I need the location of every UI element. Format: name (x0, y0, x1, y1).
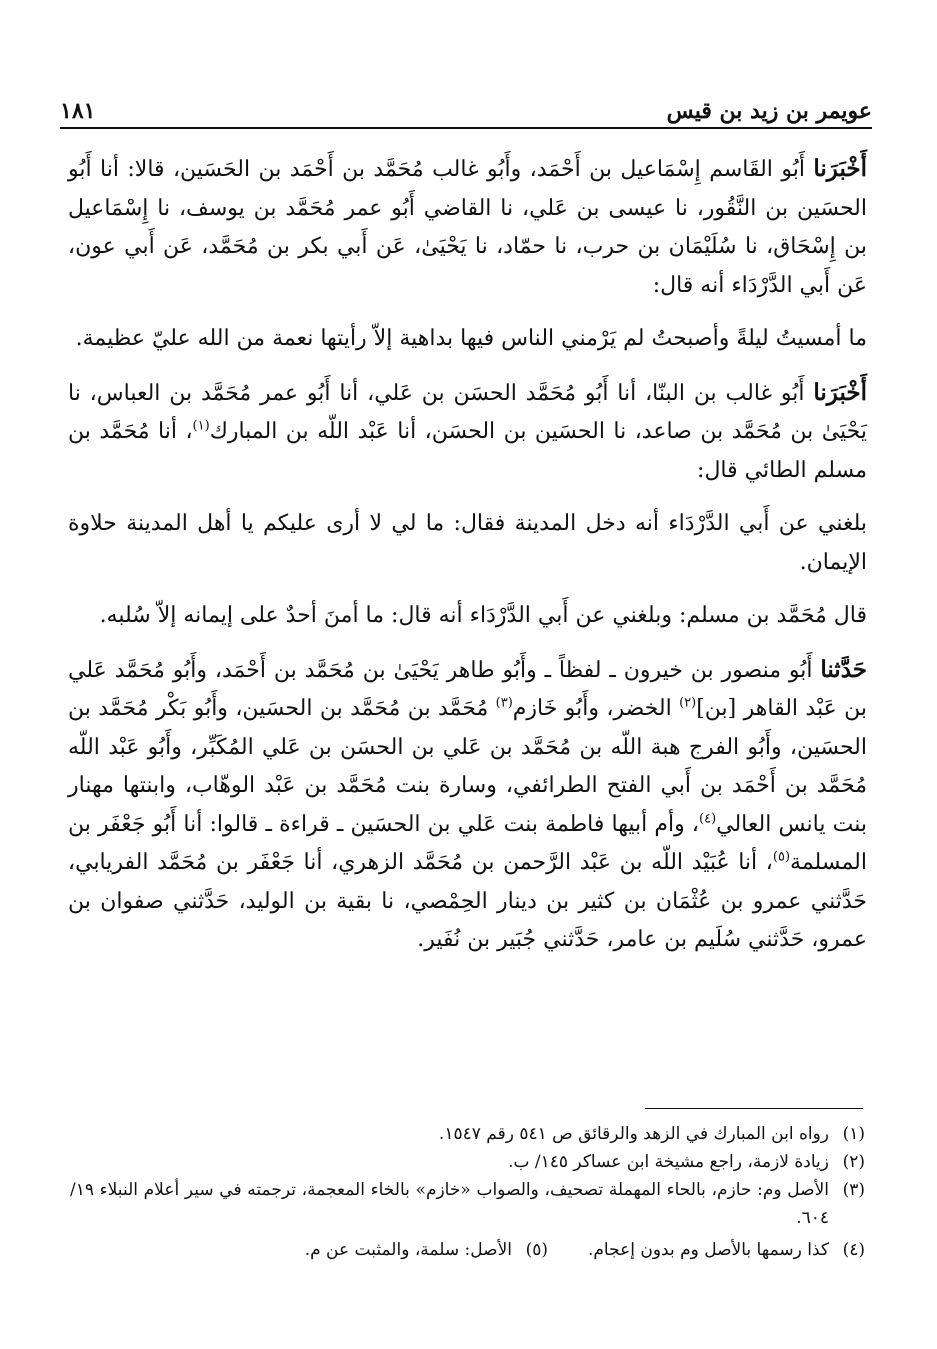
paragraph-text: ما أمسيتُ ليلةً وأصبحتُ لم يَرْمني الناس فيها بداهية إلاّ رأيتها نعمة من الله عليّ عظيمة. (75, 326, 867, 351)
footnote-number: (٢) (842, 1152, 865, 1172)
footnote-item (588, 1236, 865, 1264)
page-header (60, 86, 872, 124)
footnote-ref[interactable]: (٢) (679, 695, 697, 711)
narration-lead: حَدَّثنا (820, 655, 867, 683)
paragraph-2 (68, 320, 867, 359)
footnote-ref[interactable]: (٣) (495, 695, 513, 711)
footnote-text: زيادة لازمة، راجع مشيخة ابن عساكر ١٤٥/ ب. (508, 1152, 829, 1172)
narration-lead: أَخْبَرَنا (813, 378, 867, 406)
footnote-item (305, 1236, 548, 1264)
running-title: عويمر بن زيد بن قيس (666, 98, 872, 124)
footnote-item (70, 1120, 865, 1148)
paragraph-text: أَبُو منصور بن خيرون ـ لفظاً ـ وأَبُو طاهر يَحْيَىٰ بن مُحَمَّد بن أَحْمَد، وأَبُو مُحَمَّد عَلي بن عَبْد القاهر [بن] (68, 657, 867, 721)
footnote-number: (٤) (842, 1240, 865, 1260)
footnote-ref[interactable]: (٥) (772, 849, 791, 865)
footnote-text: الأصل: سلمة، والمثبت عن م. (304, 1240, 512, 1260)
main-text (68, 150, 867, 975)
paragraph-text: قال مُحَمَّد بن مسلم: وبلغني عن أَبي الدَّرْدَاء أنه قال: ما أمنَ أحدٌ على إيمانه إلاّ سُلبه. (99, 603, 867, 628)
paragraph-text: مُحَمَّد بن مُحَمَّد بن الحسَين، وأَبُو بَكْر مُحَمَّد بن الحسَين، وأَبُو الفرج هبة اللّه بن مُحَمَّد بن عَلي بن الحسَن بن عَلي المُكَبِّر، وأَبُو عَبْد اللّه مُحَمَّد بن أَحْمَد بن أَبي الفتح الطرائفي، وسارة بنت مُحَمَّد بن عَبْد الوهّاب، وابنتها مهنار بنت يانس العالي (68, 696, 867, 837)
footnote-number: (١) (842, 1124, 865, 1144)
paragraph-text: أَبُو غالب بن البنّا، أنا أَبُو مُحَمَّد الحسَن بن عَلي، أنا أَبُو عمر مُحَمَّد بن العباس، نا يَحْيَىٰ بن مُحَمَّد بن صاعد، نا الحسَين بن الحسَن، أنا عَبْد اللّه بن المبارك (68, 380, 867, 444)
paragraph-5 (68, 597, 867, 636)
footnote-ref[interactable]: (١) (192, 418, 210, 434)
footnote-text: الأصل وم: حازم، بالحاء المهملة تصحيف، والصواب «خازم» بالخاء المعجمة، ترجمته في سير أعلام النبلاء ١٩/ ٦٠٤. (70, 1180, 829, 1228)
footnote-item (70, 1148, 865, 1176)
footnote-text: كذا رسمها بالأصل وم بدون إعجام. (587, 1240, 829, 1260)
footnote-number: (٥) (525, 1240, 548, 1260)
footnote-rule (645, 1108, 863, 1109)
footnote-pair (70, 1236, 865, 1264)
paragraph-text: الخضر، وأَبُو خَازم (512, 696, 680, 721)
paragraph-3 (68, 374, 867, 491)
paragraph-text: أَبُو القَاسم إِسْمَاعيل بن أَحْمَد، وأَبُو غالب مُحَمَّد بن أَحْمَد بن الحَسَين، قالا: أنا أَبُو الحسَين بن النَّقُور، نا عيسى بن عَلي، نا القاضي أَبُو عمر مُحَمَّد بن يوسف، نا إِسْمَاعيل بن إِسْحَاق، نا سُلَيْمَان بن حرب، نا حمّاد، نا يَحْيَىٰ، عَن أَبي بكر بن مُحَمَّد، عَن أَبي عون، عَن أَبي الدَّرْدَاء أنه قال: (68, 157, 867, 298)
narration-lead: أَخْبَرَنا (813, 155, 867, 182)
paragraph-text: بلغني عن أَبي الدَّرْدَاء أنه دخل المدينة فقال: ما لي لا أرى عليكم يا أهل المدينة حلاوة الإيمان. (68, 511, 867, 575)
paragraph-text: ، أنا مُحَمَّد بن مسلم الطائي قال: (68, 419, 867, 483)
paragraph-4 (68, 505, 867, 582)
paragraph-1 (68, 150, 867, 305)
page-number: ١٨١ (60, 98, 96, 124)
paragraph-text: ، أنا عُبَيْد اللّه بن عَبْد الرَّحمن بن مُحَمَّد الزهري، أنا جَعْفَر بن مُحَمَّد الفريابي، حَدَّثني عمرو بن عُثْمَان بن كثير بن دينار الحِمْصي، نا بقية بن الوليد، حَدَّثني صفوان بن عمرو، حَدَّثني سُلَيم بن عامر، حَدَّثني جُبَير بن نُفَير. (68, 850, 867, 952)
footnote-text: رواه ابن المبارك في الزهد والرقائق ص ٥٤١ رقم ١٥٤٧. (438, 1124, 829, 1144)
paragraph-text: ، وأم أبيها فاطمة بنت عَلي بن الحسَين ـ قراءة ـ قالوا: أنا أَبُو جَعْفَر بن المسلمة (68, 811, 867, 875)
header-rule (60, 127, 872, 129)
footnote-number: (٣) (842, 1180, 865, 1200)
footnote-item (70, 1176, 865, 1232)
footnote-ref[interactable]: (٤) (699, 811, 717, 827)
paragraph-6 (68, 651, 867, 960)
footnotes (70, 1120, 865, 1264)
